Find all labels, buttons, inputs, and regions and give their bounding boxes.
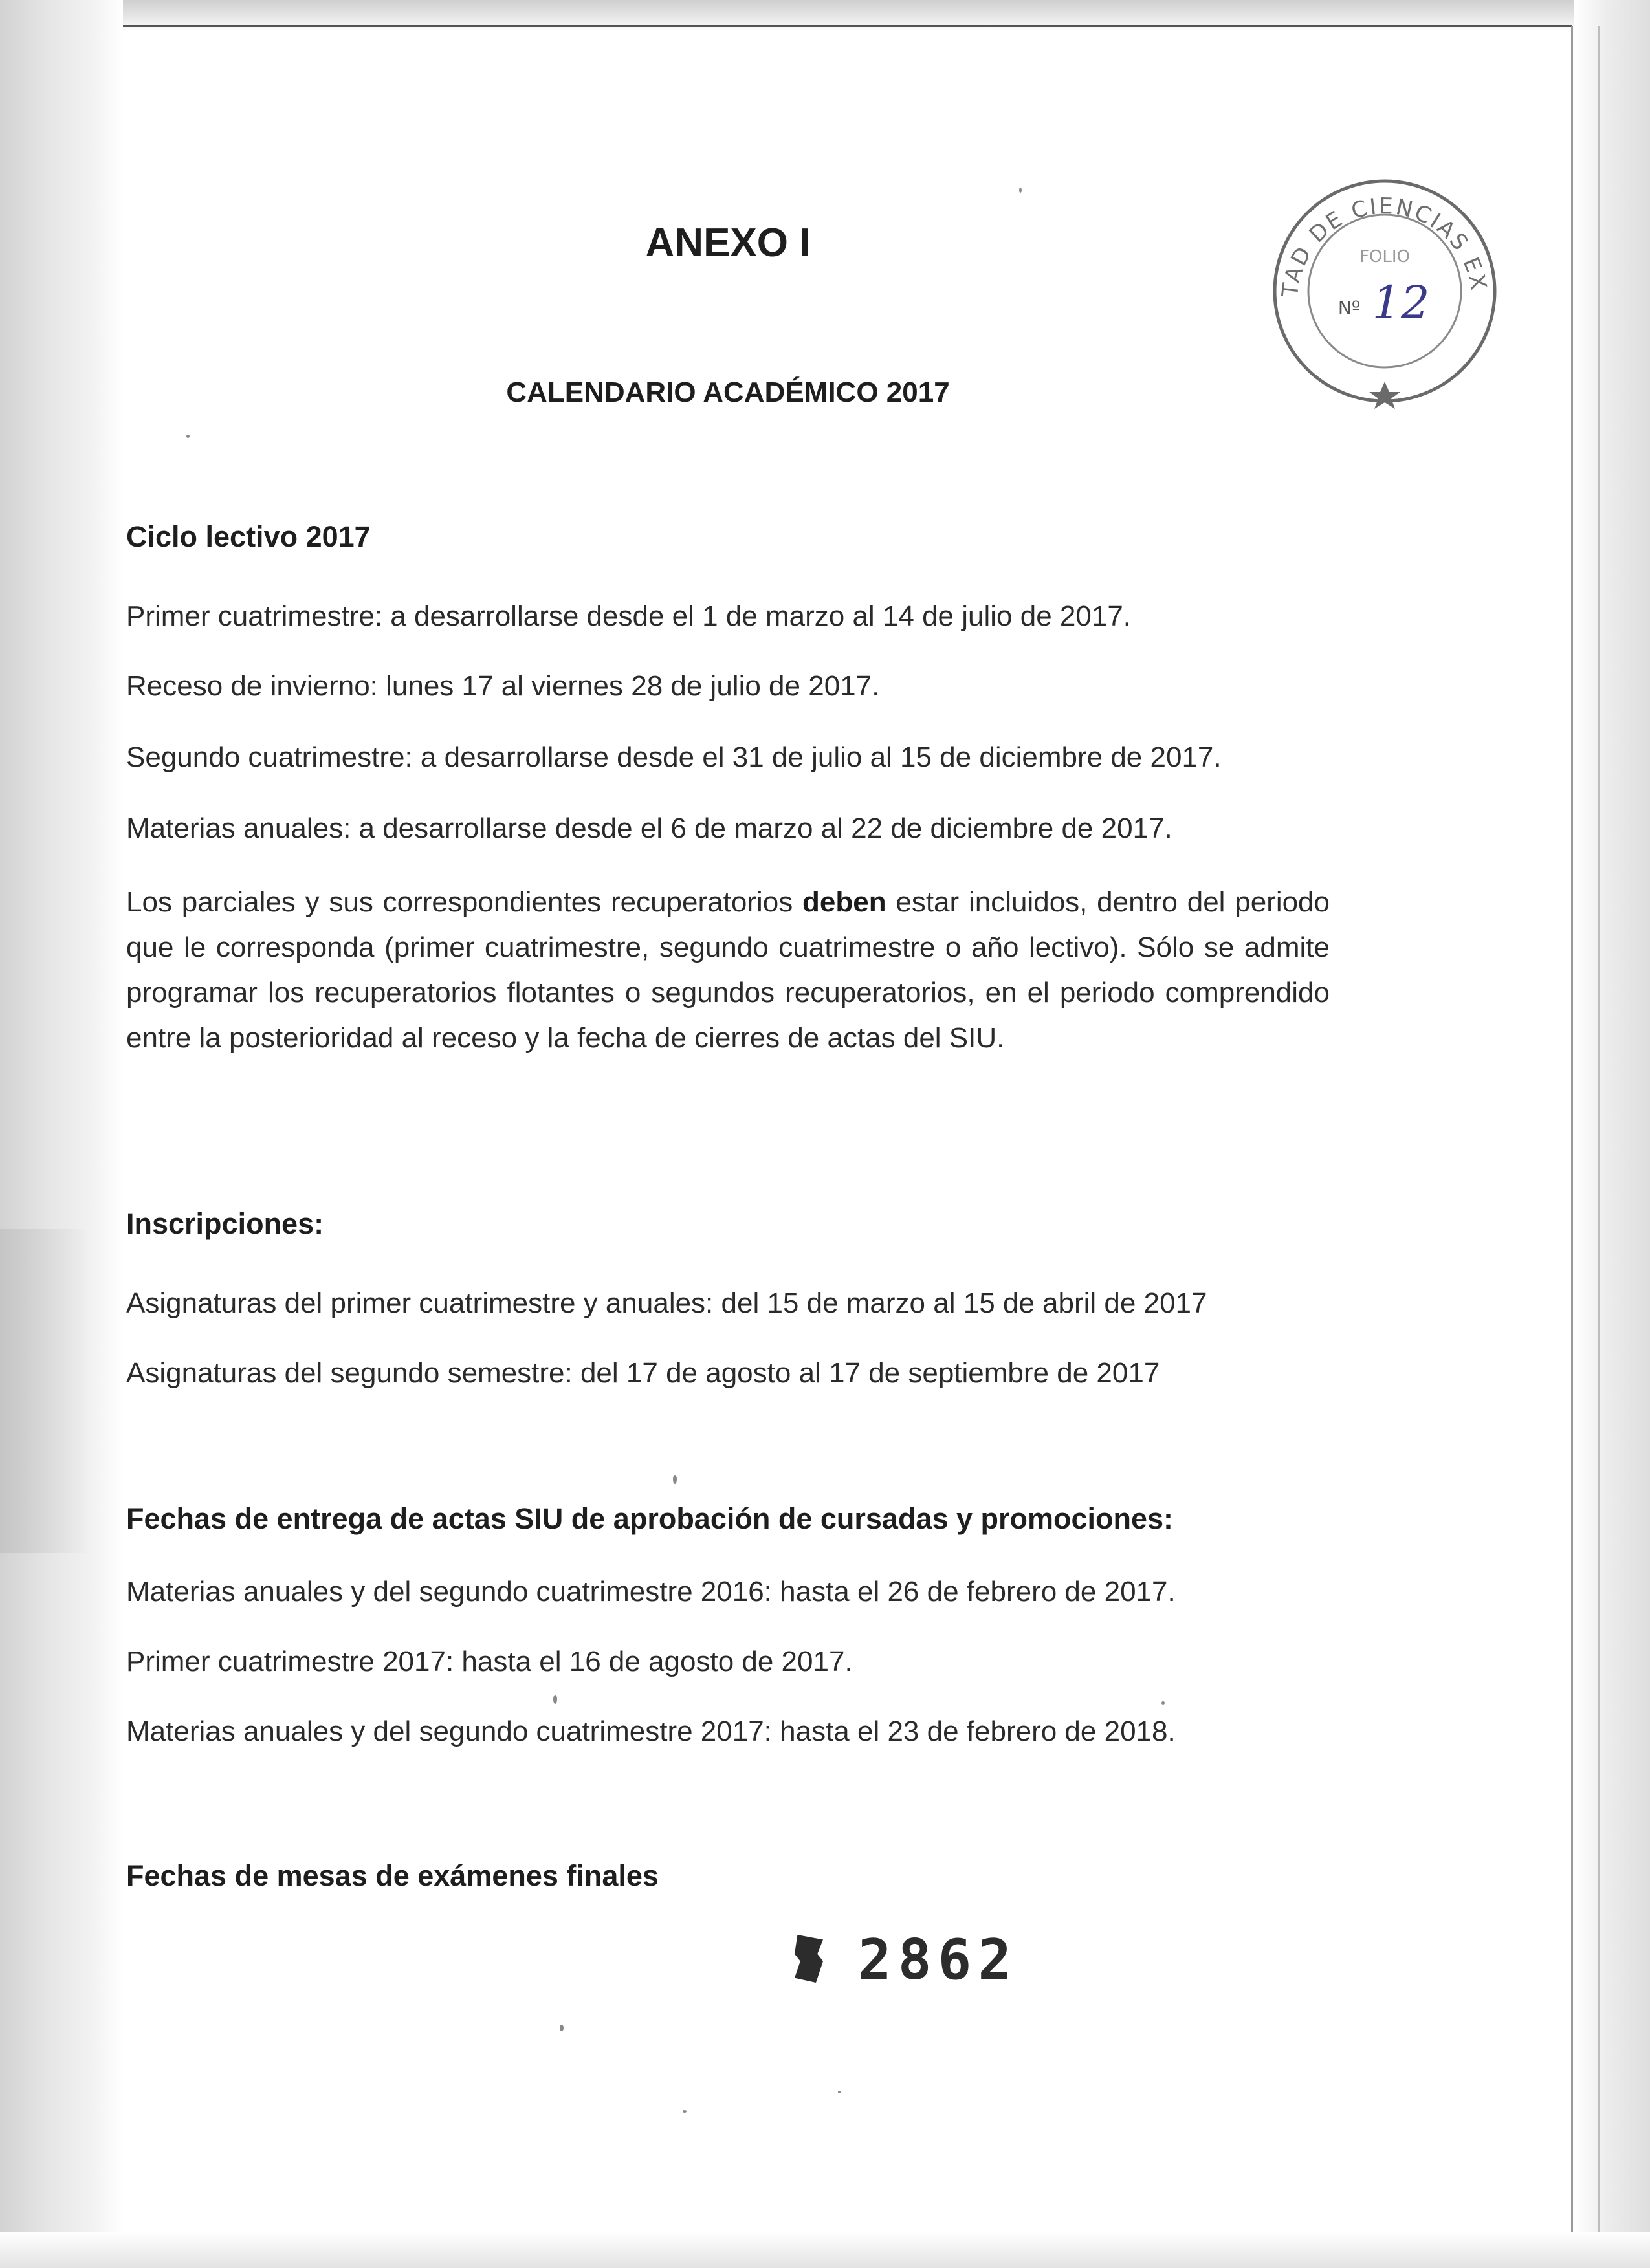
seal-number-prefix: Nº: [1337, 297, 1361, 318]
scan-speck: [1161, 1701, 1165, 1705]
scan-speck: [683, 2110, 687, 2113]
section-heading-actas-siu: Fechas de entrega de actas SIU de aprobación de cursadas y promociones:: [126, 1502, 1174, 1535]
scan-speck: [186, 435, 190, 438]
ciclo-line-materias-anuales: Materias anuales: a desarrollarse desde el 6 de marzo al 22 de diciembre de 2017.: [126, 812, 1172, 844]
scan-right-edge: [1574, 0, 1650, 2268]
ciclo-line-segundo-cuatrimestre: Segundo cuatrimestre: a desarrollarse desde el 31 de julio al 15 de diciembre de 2017.: [126, 741, 1222, 773]
scan-speck: [560, 2025, 564, 2031]
inscripciones-line-primer-cuatrimestre: Asignaturas del primer cuatrimestre y anuales: del 15 de marzo al 15 de abril de 2017: [126, 1287, 1207, 1319]
scan-left-edge: [0, 0, 123, 2268]
page-right-edge-line-back: [1598, 26, 1600, 2238]
scan-bottom-edge: [0, 2232, 1650, 2268]
parciales-text-end: estar incluidos, dentro del periodo que le corresponda (primer cuatrimestre, segundo cuatrimestre o año lectivo). Sólo se admite programar los recuperatorios flotantes o segundos recuperatorios, en el periodo comprendido entre la posterioridad al receso y la fecha de cierres de actas del SIU.: [126, 886, 1330, 1054]
ciclo-line-primer-cuatrimestre: Primer cuatrimestre: a desarrollarse desde el 1 de marzo al 14 de julio de 2017.: [126, 600, 1132, 632]
folio-number-stamp: [795, 1928, 1018, 1992]
inscripciones-line-segundo-semestre: Asignaturas del segundo semestre: del 17 de agosto al 17 de septiembre de 2017: [126, 1357, 1160, 1389]
annex-title: ANEXO I: [645, 221, 811, 265]
scan-speck: [673, 1475, 677, 1484]
seal-number-handwritten: 12: [1372, 276, 1430, 329]
scan-speck: [838, 2091, 841, 2093]
calendar-title: CALENDARIO ACADÉMICO 2017: [506, 376, 950, 408]
folio-number: 2862: [858, 1928, 1018, 1992]
folio-stamp-mark-icon: [795, 1935, 823, 1983]
parciales-text-bold: deben: [802, 886, 886, 918]
page-top-edge-line: [123, 25, 1572, 27]
section-heading-ciclo-lectivo: Ciclo lectivo 2017: [126, 520, 371, 553]
seal-arc-text: TAD DE CIENCIAS EX: [1277, 193, 1492, 298]
actas-line-anuales-2017: Materias anuales y del segundo cuatrimestre 2017: hasta el 23 de febrero de 2018.: [126, 1716, 1176, 1747]
actas-line-primer-cuatrimestre-2017: Primer cuatrimestre 2017: hasta el 16 de agosto de 2017.: [126, 1646, 853, 1677]
ciclo-line-receso: Receso de invierno: lunes 17 al viernes 28 de julio de 2017.: [126, 670, 880, 702]
section-heading-examenes-finales: Fechas de mesas de exámenes finales: [126, 1859, 659, 1892]
section-heading-inscripciones: Inscripciones:: [126, 1207, 324, 1240]
parciales-paragraph: [126, 880, 1330, 1061]
parciales-text-start: Los parciales y sus correspondientes recuperatorios: [126, 886, 802, 918]
seal-folio-label: FOLIO: [1359, 247, 1411, 267]
actas-line-anuales-2016: Materias anuales y del segundo cuatrimestre 2016: hasta el 26 de febrero de 2017.: [126, 1576, 1176, 1608]
page-right-edge-line: [1571, 26, 1573, 2238]
scan-speck: [1019, 188, 1022, 193]
scan-speck: [553, 1695, 557, 1704]
fold-shadow: [0, 1229, 91, 1553]
